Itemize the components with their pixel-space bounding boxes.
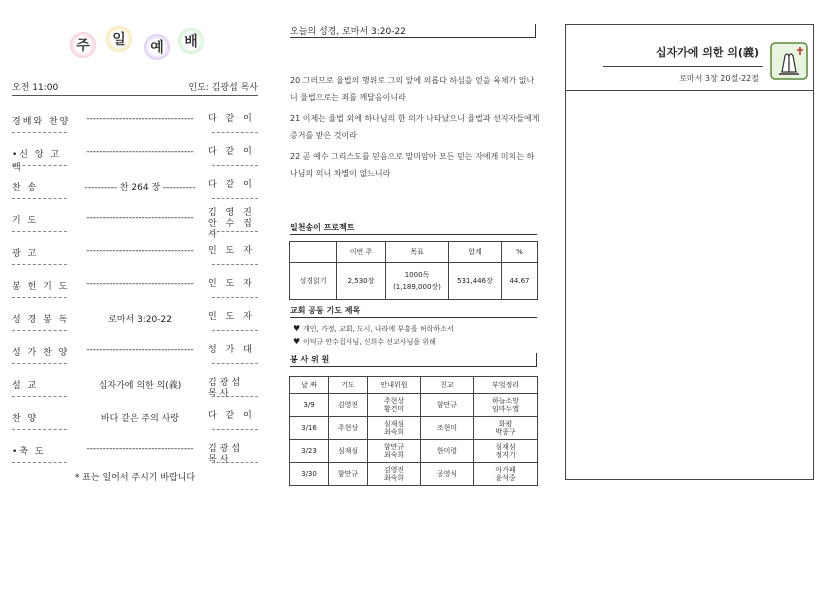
- table-cell: 조현미: [421, 417, 474, 440]
- table-cell: 함만규 최숙희: [368, 440, 421, 463]
- dashed-divider: [12, 330, 67, 331]
- dashed-divider: [212, 396, 258, 397]
- sermon-title: 십자가에 의한 의(義): [655, 46, 759, 59]
- table-cell: 3/16: [290, 417, 329, 440]
- scripture-verses: [290, 72, 540, 186]
- table-row: [290, 263, 538, 300]
- table-header-row: [290, 242, 538, 263]
- duty-roster-table: [289, 376, 538, 486]
- table-cell: 3/30: [290, 463, 329, 486]
- dashed-divider: [12, 429, 67, 430]
- verse: 20 그러므로 율법의 행위로 그의 앞에 의롭다 하심을 얻을 육체가 없나니 율법으로는 죄를 깨달음이니라: [290, 76, 535, 102]
- table-cell: 주현상 황건미: [368, 394, 421, 417]
- order-item-detail: 바다 같은 주의 사랑: [100, 414, 180, 424]
- order-row: [12, 140, 258, 173]
- order-item-leader: 김광섭 목사: [208, 444, 244, 465]
- dashed-divider: [212, 330, 258, 331]
- service-title: [70, 28, 220, 64]
- order-row: [12, 305, 258, 335]
- order-item-name: 광 고: [12, 249, 39, 259]
- order-item-detail: ---------- 찬 264 장 ----------: [84, 183, 196, 193]
- order-item-detail: ---------------------------------: [86, 147, 194, 157]
- dashed-divider: [12, 363, 67, 364]
- dashed-divider: [212, 297, 258, 298]
- order-item-leader: 김 영 진 안 수 집 사: [208, 208, 255, 240]
- scripture-heading: 오늘의 성경, 로마서 3:20-22: [290, 27, 406, 37]
- table-cell: 함만규: [329, 463, 368, 486]
- dashed-divider: [12, 198, 67, 199]
- title-char: 주: [70, 32, 96, 58]
- table-cell: 2,530장: [337, 263, 386, 300]
- table-header: 합계: [449, 242, 502, 263]
- table-cell: 함만규: [421, 394, 474, 417]
- order-item-detail: 십자가에 의한 의(義): [98, 381, 182, 391]
- order-item-name: •신 앙 고 백: [12, 150, 62, 173]
- table-cell: 심재심 최숙희: [368, 417, 421, 440]
- table-row: [290, 440, 538, 463]
- divider: [536, 353, 537, 366]
- divider: [565, 90, 814, 91]
- dashed-divider: [212, 363, 258, 364]
- order-row: [12, 338, 258, 368]
- dashed-divider: [12, 132, 67, 133]
- prayer-item: [293, 337, 436, 347]
- order-item-leader: 김광섭 목사: [208, 378, 244, 399]
- order-item-name: 경배와 찬양: [12, 117, 71, 127]
- title-char: 일: [106, 26, 132, 52]
- divider: [290, 234, 537, 235]
- table-header: 친교: [421, 377, 474, 394]
- divider: [535, 24, 536, 37]
- order-item-name: 봉 헌 기 도: [12, 282, 70, 292]
- dashed-divider: [212, 264, 258, 265]
- table-header: 안내위원: [368, 377, 421, 394]
- table-header: 날 짜: [290, 377, 329, 394]
- heart-icon: ♥: [293, 324, 301, 333]
- order-row: [12, 404, 258, 434]
- table-header: 목표: [386, 242, 449, 263]
- order-item-leader: 다 같 이: [208, 180, 255, 190]
- table-cell: 3/23: [290, 440, 329, 463]
- table-header: [290, 242, 337, 263]
- divider: [603, 66, 763, 67]
- prayer-heading: 교회 공동 기도 제목: [290, 306, 361, 315]
- order-row: [12, 206, 258, 240]
- order-item-detail: ---------------------------------: [86, 213, 194, 223]
- table-cell: 주현상: [329, 417, 368, 440]
- table-header: 부엌정리: [474, 377, 538, 394]
- dashed-divider: [12, 264, 67, 265]
- dashed-divider: [12, 165, 67, 166]
- order-item-leader: 인 도 자: [208, 279, 255, 289]
- standing-note: * 표는 일어서 주시기 바랍니다: [74, 473, 196, 483]
- divider: [290, 317, 537, 318]
- table-cell: 한미령: [421, 440, 474, 463]
- verse: 21 이제는 율법 외에 하나님의 한 의가 나타났으니 율법과 선지자들에게 증거를 받은 것이라: [290, 114, 540, 140]
- sermon-panel: [565, 24, 814, 480]
- order-item-detail: ---------------------------------: [86, 279, 194, 289]
- order-row: [12, 272, 258, 302]
- verse: 22 곧 예수 그리스도를 믿음으로 말미암아 모든 믿는 자에게 미치는 하나님의 의니 차별이 없느니라: [290, 152, 535, 178]
- divider: [290, 37, 536, 38]
- order-row: [12, 239, 258, 269]
- heart-icon: ♥: [293, 337, 301, 346]
- table-cell: 김영진 최숙희: [368, 463, 421, 486]
- title-char: 배: [178, 28, 204, 54]
- table-row: [290, 417, 538, 440]
- bible-reading-table: [289, 241, 538, 300]
- order-item-name: 성 가 찬 양: [12, 348, 70, 358]
- praying-hands-icon: [770, 42, 808, 80]
- table-cell: 성경읽기: [290, 263, 337, 300]
- table-cell: 공영식: [421, 463, 474, 486]
- dashed-divider: [212, 198, 258, 199]
- dashed-divider: [12, 231, 67, 232]
- table-cell: 김영진: [329, 394, 368, 417]
- duty-heading: 봉 사 위 원: [290, 355, 330, 364]
- order-item-leader: 다 같 이: [208, 147, 255, 157]
- table-cell: 심재심: [329, 440, 368, 463]
- table-header: 이번 주: [337, 242, 386, 263]
- order-item-detail: ---------------------------------: [86, 444, 194, 454]
- table-cell: 44.67: [502, 263, 538, 300]
- order-item-name: 설 교: [12, 381, 39, 391]
- order-item-name: 성 경 봉 독: [12, 315, 70, 325]
- prayer-text: 이덕규 안수집사님, 신희수 선교사님을 위해: [303, 338, 436, 346]
- order-item-name: 찬 양: [12, 414, 39, 424]
- table-cell: 아가페 윤석중: [474, 463, 538, 486]
- dashed-divider: [212, 429, 258, 430]
- order-row: [12, 437, 258, 467]
- title-char: 예: [144, 34, 170, 60]
- prayer-text: 개인, 가정, 교회, 도시, 나라에 부흥을 허락하소서: [303, 325, 454, 333]
- table-cell: 531,446장: [449, 263, 502, 300]
- order-item-leader: 성 가 대: [208, 345, 255, 355]
- order-item-name: 기 도: [12, 216, 39, 226]
- service-info: [12, 80, 258, 94]
- divider: [290, 366, 537, 367]
- table-row: [290, 463, 538, 486]
- dashed-divider: [12, 396, 67, 397]
- order-item-name: •축 도: [12, 447, 46, 457]
- order-item-detail: 로마서 3:20-22: [108, 315, 172, 325]
- dashed-divider: [212, 231, 258, 232]
- order-item-name: 찬 송: [12, 183, 39, 193]
- table-header: %: [502, 242, 538, 263]
- order-item-detail: ---------------------------------: [86, 345, 194, 355]
- table-cell: 하늘소망 임마누엘: [474, 394, 538, 417]
- dashed-divider: [12, 297, 67, 298]
- table-row: [290, 394, 538, 417]
- order-row: [12, 371, 258, 401]
- order-item-leader: 다 같 이: [208, 114, 255, 124]
- service-leader: 인도: 김광섭 목사: [188, 83, 258, 93]
- order-row: [12, 173, 258, 203]
- table-header: 기도: [329, 377, 368, 394]
- dashed-divider: [212, 132, 258, 133]
- order-item-detail: ---------------------------------: [86, 246, 194, 256]
- prayer-item: [293, 324, 454, 334]
- order-item-leader: 인 도 자: [208, 312, 255, 322]
- table-cell: 화평 박종구: [474, 417, 538, 440]
- order-row: [12, 107, 258, 137]
- order-item-leader: 인 도 자: [208, 246, 255, 256]
- dashed-divider: [212, 165, 258, 166]
- bible-project-heading: 일천송이 프로젝트: [290, 223, 355, 232]
- table-cell: 1000독 (1,189,000장): [386, 263, 449, 300]
- dashed-divider: [212, 462, 258, 463]
- table-cell: 3/9: [290, 394, 329, 417]
- table-cell: 심재심 정지기: [474, 440, 538, 463]
- sermon-passage: 로마서 3장 20절-22절: [679, 74, 759, 83]
- divider: [12, 95, 258, 96]
- table-header-row: [290, 377, 538, 394]
- service-time: 오전 11:00: [12, 83, 59, 93]
- order-item-detail: ---------------------------------: [86, 114, 194, 124]
- dashed-divider: [12, 462, 67, 463]
- order-item-leader: 다 같 이: [208, 411, 255, 421]
